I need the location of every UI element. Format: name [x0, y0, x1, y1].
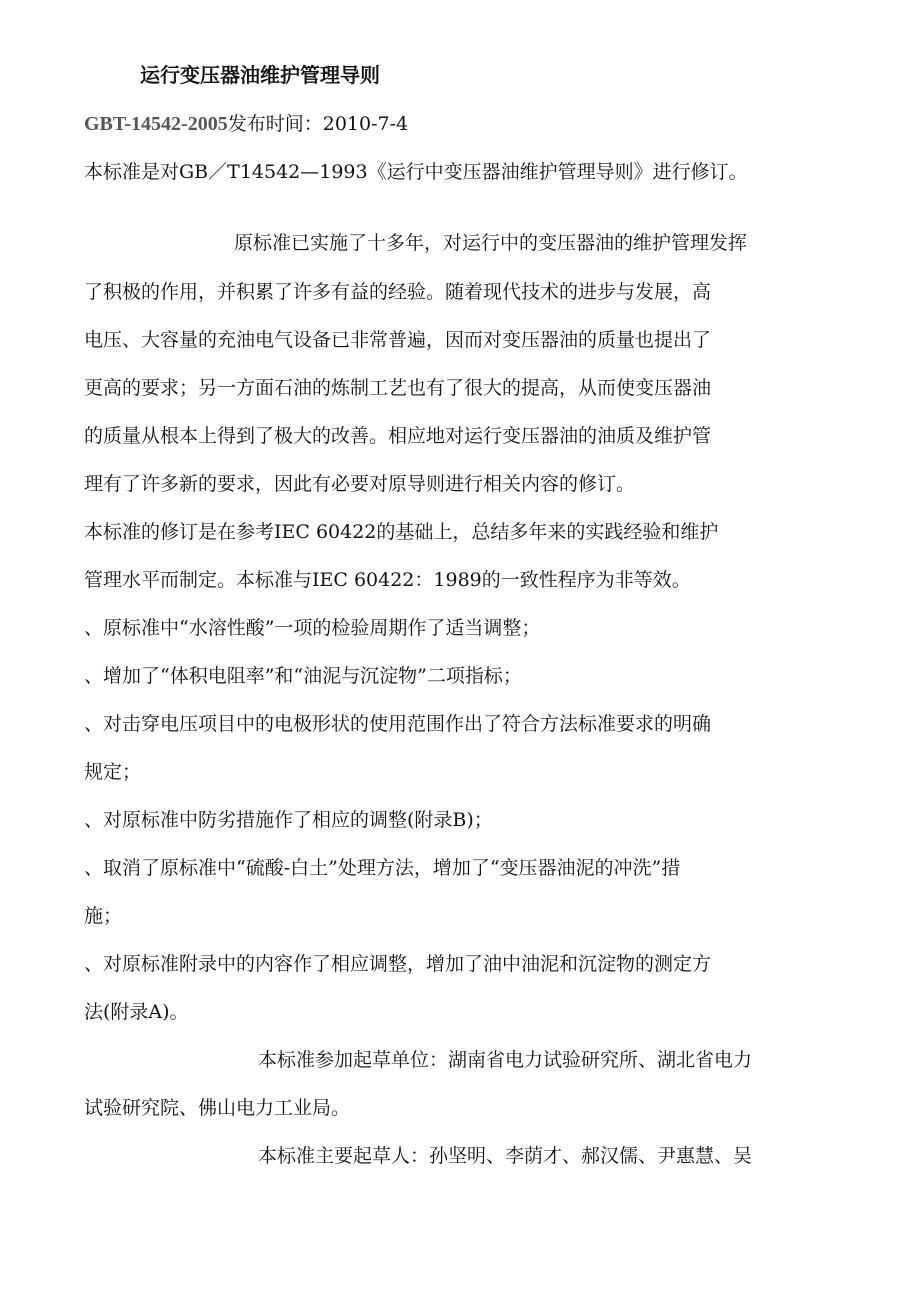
list-item: 、对原标准附录中的内容作了相应调整，增加了油中油泥和沉淀物的测定方	[84, 953, 712, 975]
list-item: 、原标准中“水溶性酸”一项的检验周期作了适当调整；	[84, 617, 541, 639]
paragraph-line: 本标准参加起草单位：湖南省电力试验研究所、湖北省电力	[258, 1049, 753, 1071]
standard-code: GBT-14542-2005	[84, 113, 228, 135]
list-item: 、对原标准中防劣措施作了相应的调整(附录B)；	[84, 809, 493, 831]
paragraph-line: 更高的要求；另一方面石油的炼制工艺也有了很大的提高，从而使变压器油	[84, 377, 712, 399]
list-item: 、对击穿电压项目中的电极形状的使用范围作出了符合方法标准要求的明确	[84, 713, 712, 735]
paragraph-line: 的质量从根本上得到了极大的改善。相应地对运行变压器油的油质及维护管	[84, 425, 712, 447]
list-item-continuation: 规定；	[84, 761, 142, 783]
paragraph-line: 电压、大容量的充油电气设备已非常普遍，因而对变压器油的质量也提出了	[84, 329, 712, 351]
document-title: 运行变压器油维护管理导则	[140, 63, 380, 87]
paragraph-line: 试验研究院、佛山电力工业局。	[84, 1097, 351, 1119]
paragraph-line: 管理水平而制定。本标准与IEC 60422：1989的一致性程序为非等效。	[84, 569, 691, 591]
list-item-continuation: 法(附录A)。	[84, 1001, 189, 1023]
standard-info-line	[84, 112, 864, 136]
list-item-continuation: 施；	[84, 905, 123, 927]
paragraph-line: 原标准已实施了十多年，对运行中的变压器油的维护管理发挥	[234, 232, 748, 254]
paragraph-line: 本标准的修订是在参考IEC 60422的基础上，总结多年来的实践经验和维护	[84, 521, 719, 543]
publish-date: 发布时间：2010-7-4	[227, 113, 409, 135]
list-item: 、增加了“体积电阻率”和“油泥与沉淀物”二项指标；	[84, 665, 522, 687]
paragraph-line: 本标准主要起草人：孙坚明、李荫才、郝汉儒、尹惠慧、吴	[258, 1145, 753, 1167]
paragraph-line: 本标准是对GB／T14542—1993《运行中变压器油维护管理导则》进行修订。	[84, 161, 748, 183]
paragraph-line: 了积极的作用，并积累了许多有益的经验。随着现代技术的进步与发展，高	[84, 281, 712, 303]
list-item: 、取消了原标准中“硫酸-白土”处理方法，增加了“变压器油泥的冲洗”措	[84, 857, 681, 879]
paragraph-line: 理有了许多新的要求，因此有必要对原导则进行相关内容的修订。	[84, 473, 636, 495]
